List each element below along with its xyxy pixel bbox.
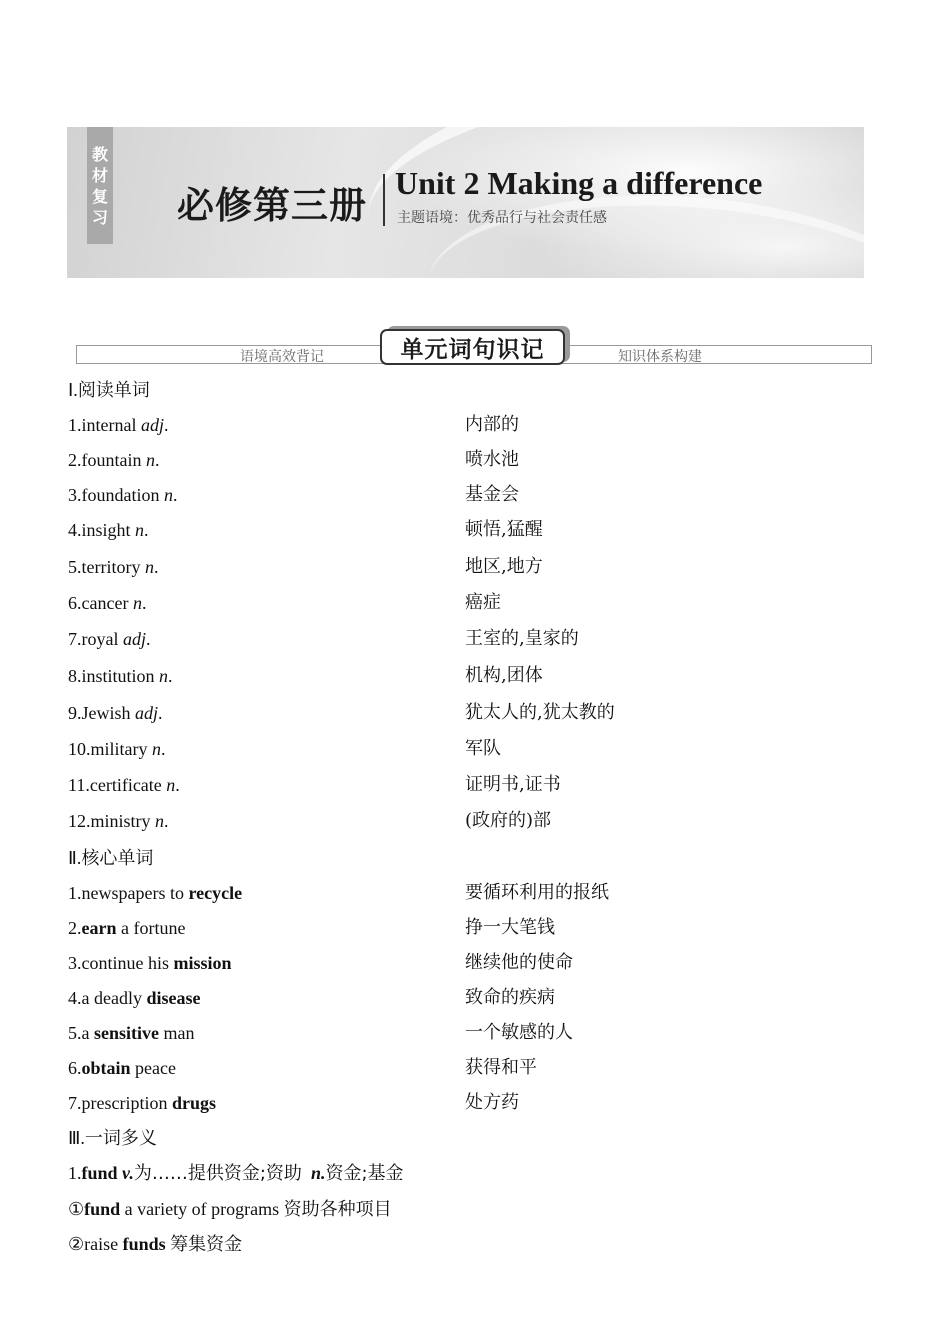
entry-pos: n. (310, 1163, 326, 1183)
item-word: institution (81, 666, 155, 686)
example-meaning-keyword: 资助 (283, 1199, 320, 1220)
phrase-item (68, 1022, 195, 1044)
item-number: 2. (68, 450, 82, 470)
section-title: 核心单词 (81, 848, 154, 869)
vocab-item: 12.ministry n. (68, 811, 169, 831)
book-title: 必修第三册 (177, 184, 367, 227)
example-text: a variety of programs (120, 1199, 284, 1219)
item-pos: n (159, 666, 169, 686)
meaning-text: 一个 (465, 1022, 501, 1043)
section-number: Ⅲ. (68, 1128, 85, 1148)
vocab-item: 11.certificate n. (68, 775, 180, 795)
meaning-keyword: 挣 (465, 917, 483, 938)
phrase-meaning (465, 952, 573, 974)
side-tab-char: 习 (91, 207, 108, 227)
vocab-item: 6.cancer n. (68, 593, 147, 613)
item-word: insight (81, 520, 131, 540)
item-pos: n (155, 811, 165, 831)
item-word: royal (81, 629, 119, 649)
item-number: 8. (68, 666, 82, 686)
meaning-text: 一大笔钱 (483, 917, 555, 938)
item-number: 6. (68, 1058, 82, 1078)
vocab-item: 7.royal adj. (68, 629, 151, 649)
vocab-meaning: 王室的,皇家的 (465, 628, 579, 649)
item-number: 2. (68, 918, 82, 938)
example-meaning-keyword: 资金 (206, 1234, 243, 1255)
item-word: cancer (81, 593, 129, 613)
entry-word: fund (81, 1163, 118, 1183)
entry-meaning: 资金;基金 (325, 1163, 404, 1184)
meaning-text: 和平 (501, 1057, 537, 1078)
side-tab-char: 教 (91, 144, 108, 164)
entry-pos: v. (122, 1163, 134, 1183)
item-pos: adj (122, 629, 146, 649)
vocab-item: 3.foundation n. (68, 485, 178, 505)
item-pos: n (164, 485, 173, 505)
item-word: territory (81, 557, 141, 577)
phrase-item (68, 952, 232, 974)
item-number: 3. (68, 953, 82, 973)
vocab-item: 10.military n. (68, 739, 166, 759)
phrase-item (68, 987, 200, 1009)
meaning-text: 致命的 (465, 987, 519, 1008)
section-title: 一词多义 (84, 1128, 157, 1149)
polysemy-example (68, 1198, 392, 1221)
section-bar-left-label: 语境高效背记 (240, 349, 324, 365)
item-pos: n (132, 593, 142, 613)
meaning-keyword: 疾病 (519, 987, 555, 1008)
item-word: fountain (81, 450, 142, 470)
phrase-text: peace (130, 1058, 176, 1078)
phrase-item (68, 1057, 176, 1079)
meaning-keyword: 循环利用 (483, 882, 555, 903)
vocab-item: 1.internal adj. (68, 415, 169, 435)
phrase-text: prescription (81, 1093, 172, 1113)
phrase-meaning (465, 917, 555, 939)
vocab-meaning: 证明书,证书 (465, 774, 561, 795)
section-number: Ⅱ. (68, 848, 82, 868)
vocab-meaning: (政府的)部 (465, 810, 552, 831)
phrase-text: continue his (81, 953, 174, 973)
phrase-keyword: obtain (81, 1058, 131, 1078)
phrase-text: a fortune (116, 918, 186, 938)
vocab-item: 2.fountain n. (68, 450, 160, 470)
item-pos: n (152, 739, 161, 759)
meaning-keyword: 敏感的 (501, 1022, 555, 1043)
item-number: 11. (68, 775, 90, 795)
phrase-keyword: drugs (171, 1093, 216, 1113)
item-number: 3. (68, 485, 82, 505)
vocab-item: 5.territory n. (68, 557, 159, 577)
vocab-item: 4.insight n. (68, 520, 149, 540)
item-number: 6. (68, 593, 82, 613)
phrase-item (68, 882, 242, 904)
item-number: 1. (68, 415, 82, 435)
example-marker: ② (68, 1234, 85, 1255)
item-pos: adj (140, 415, 164, 435)
item-number: 12. (68, 811, 91, 831)
title-divider (383, 174, 385, 226)
vocab-meaning: 军队 (465, 738, 501, 759)
item-number: 7. (68, 629, 82, 649)
vocab-meaning: 基金会 (465, 484, 519, 505)
polysemy-example (68, 1233, 242, 1256)
vocab-item: 8.institution n. (68, 666, 173, 686)
item-word: foundation (81, 485, 160, 505)
phrase-keyword: mission (173, 953, 232, 973)
phrase-meaning (465, 882, 609, 904)
phrase-item (68, 917, 185, 939)
item-word: ministry (90, 811, 151, 831)
phrase-keyword: disease (146, 988, 201, 1008)
meaning-keyword: 使命 (537, 952, 573, 973)
phrase-meaning (465, 987, 555, 1009)
meaning-keyword: 获得 (465, 1057, 501, 1078)
item-number: 4. (68, 988, 82, 1008)
example-meaning: 各种项目 (319, 1199, 392, 1220)
section-badge: 单元词句识记 (380, 329, 565, 365)
phrase-text: newspapers to (81, 883, 189, 903)
item-number: 9. (68, 703, 82, 723)
entry-meaning: 为……提供资金;资助 (133, 1163, 302, 1184)
item-pos: adj (135, 703, 159, 723)
vocab-item: 9.Jewish adj. (68, 703, 163, 723)
polysemy-entry (68, 1162, 404, 1185)
meaning-text: 继续他的 (465, 952, 537, 973)
phrase-meaning (465, 1092, 519, 1114)
meaning-keyword: 药 (501, 1092, 519, 1113)
item-number: 5. (68, 1023, 82, 1043)
vocab-meaning: 顿悟,猛醒 (465, 519, 543, 540)
meaning-text: 要 (465, 882, 483, 903)
vocab-meaning: 喷水池 (465, 449, 519, 470)
phrase-meaning (465, 1057, 537, 1079)
item-word: military (90, 739, 148, 759)
phrase-keyword: sensitive (94, 1023, 159, 1043)
vocab-meaning: 癌症 (465, 592, 501, 613)
section-heading-reading (68, 379, 150, 402)
section-heading-core (68, 847, 153, 870)
vocab-meaning: 内部的 (465, 414, 519, 435)
item-number: 1. (68, 883, 82, 903)
vocab-meaning: 机构,团体 (465, 665, 543, 686)
item-number: 5. (68, 557, 82, 577)
theme-subtitle: 主题语境：优秀品行与社会责任感 (397, 210, 607, 226)
item-pos: n (146, 450, 155, 470)
vocab-meaning: 犹太人的,犹太教的 (465, 702, 615, 723)
section-heading-polysemy (68, 1127, 157, 1150)
unit-title: Unit 2 Making a difference (395, 165, 763, 201)
item-word: internal (81, 415, 137, 435)
section-bar-right-label: 知识体系构建 (618, 349, 702, 365)
item-word: Jewish (81, 703, 131, 723)
unit-banner (67, 127, 864, 278)
item-word: certificate (89, 775, 162, 795)
meaning-text: 人 (555, 1022, 573, 1043)
section-title: 阅读单词 (77, 380, 150, 401)
item-pos: n (144, 557, 154, 577)
vocab-meaning: 地区,地方 (465, 556, 543, 577)
section-number: Ⅰ. (68, 380, 78, 400)
phrase-item (68, 1092, 216, 1114)
side-tab-char: 材 (91, 165, 108, 185)
phrase-text: a deadly (81, 988, 147, 1008)
item-number: 4. (68, 520, 82, 540)
example-marker: ① (68, 1199, 85, 1220)
item-pos: n (135, 520, 145, 540)
item-number: 1. (68, 1163, 82, 1183)
example-keyword: funds (122, 1234, 166, 1254)
example-meaning: 筹集 (170, 1234, 207, 1255)
item-number: 7. (68, 1093, 82, 1113)
phrase-keyword: earn (81, 918, 117, 938)
meaning-text: 处方 (465, 1092, 501, 1113)
meaning-text: 的报纸 (555, 882, 609, 903)
phrase-text: a (81, 1023, 94, 1043)
phrase-keyword: recycle (188, 883, 243, 903)
example-text: raise (84, 1234, 123, 1254)
phrase-text: man (159, 1023, 195, 1043)
side-tab-char: 复 (91, 186, 108, 206)
phrase-meaning (465, 1022, 573, 1044)
example-keyword: fund (84, 1199, 121, 1219)
side-tab (87, 127, 113, 244)
item-number: 10. (68, 739, 91, 759)
item-pos: n (166, 775, 176, 795)
